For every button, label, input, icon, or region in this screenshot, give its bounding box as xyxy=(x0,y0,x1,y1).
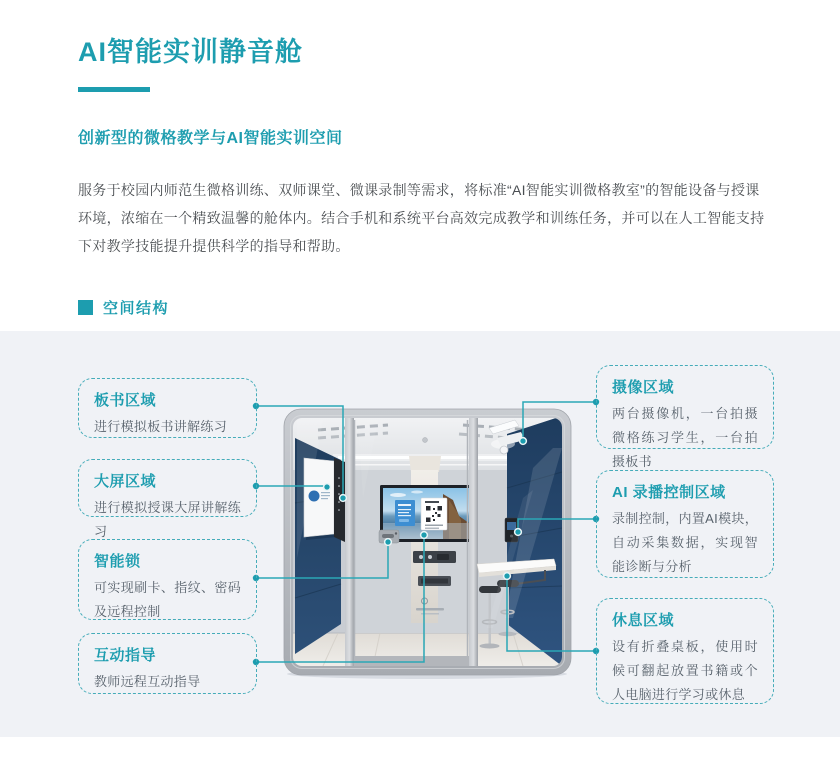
whiteboard-logo xyxy=(309,491,320,502)
section-bullet-icon xyxy=(78,300,93,315)
callout-body: 两台摄像机，一台拍摄微格练习学生，一台拍摄板书 xyxy=(612,406,758,469)
title-underline xyxy=(78,87,150,92)
booth-illustration xyxy=(283,408,572,680)
callout-body: 教师远程互动指导 xyxy=(94,674,201,689)
ceiling-sensor xyxy=(423,438,428,443)
board-side-panel xyxy=(334,458,345,542)
callout-title: AI 录播控制区域 xyxy=(612,484,726,501)
page-subtitle: 创新型的微格教学与AI智能实训空间 xyxy=(78,130,343,147)
callout-body: 设有折叠桌板，使用时候可翻起放置书籍或个人电脑进行学习或休息 xyxy=(612,639,758,702)
callout-title: 互动指导 xyxy=(94,647,157,664)
intro-paragraph: 服务于校园内师范生微格训练、双师课堂、微课录制等需求，将标准“AI智能实训微格教室”的智能设备与授课环境，浓缩在一个精致温馨的舱体内。结合手机和系统平台高效完成教学和训练任务，并可以在人工智能支持下对教学技能提升提供科学的指导和帮助。 xyxy=(78,182,765,254)
callout-title: 大屏区域 xyxy=(94,473,157,490)
callout-title: 板书区域 xyxy=(94,392,157,409)
callout-smart-lock xyxy=(78,539,257,620)
callout-screen-area xyxy=(78,459,257,539)
callout-interactive-guide xyxy=(78,633,257,694)
callout-title: 摄像区域 xyxy=(612,379,675,396)
callout-ai-control-area xyxy=(596,470,774,578)
section-header xyxy=(78,297,169,318)
callout-body: 进行模拟授课大屏讲解练习 xyxy=(94,500,241,539)
booth-interior xyxy=(293,416,562,666)
callout-board-area xyxy=(78,378,257,438)
callout-camera-area xyxy=(596,365,774,469)
section-title: 空间结构 xyxy=(103,300,170,317)
callout-title: 智能锁 xyxy=(94,553,141,570)
callout-title: 休息区域 xyxy=(612,612,675,629)
page-title: AI智能实训静音舱 xyxy=(78,37,303,67)
callout-body: 可实现刷卡、指纹、密码及远程控制 xyxy=(94,580,241,619)
space-structure-diagram xyxy=(0,331,840,737)
callout-body: 录制控制，内置AI模块，自动采集数据，实现智能诊断与分析 xyxy=(612,511,758,574)
callout-body: 进行模拟板书讲解练习 xyxy=(94,419,228,434)
callout-rest-area xyxy=(596,598,774,704)
